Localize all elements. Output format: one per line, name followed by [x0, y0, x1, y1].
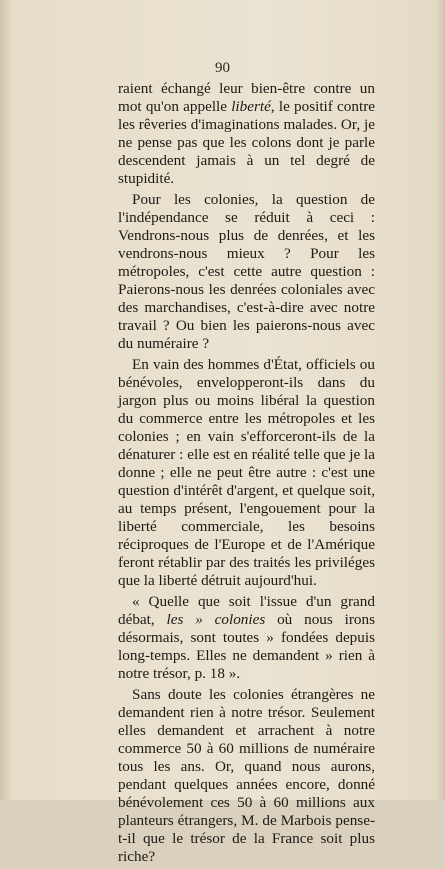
paragraph-5: Sans doute les colonies étrangères ne demandent rien à notre trésor. Seulement elles demandent et arrachent à notre commerce 50 à 60 millions de numéraire tous les ans. Or, quand nous aurons, pendant quelques années encore, donné bénévolement ces 50 à 60 millions aux planteurs étrangers, M. de Marbois pense-t-il que le trésor de la France soit plus riche? — [118, 686, 375, 865]
paragraph-3: En vain des hommes d'État, officiels ou bénévoles, envelopperont-ils dans du jargon plus ou moins libéral la question du commerce entre les métropoles et les colonies ; en vain s'efforceront-ils de la dénaturer : elle est en réalité telle que je la donne ; elle ne peut être autre : c'est une question d'intérêt d'argent, et quelque soit, au temps présent, l'engouement pour la liberté commerciale, les besoins réciproques de l'Europe et de l'Amérique feront rétablir par des traités les priviléges que la liberté détruit aujourd'hui. — [118, 356, 375, 589]
paragraph-2: Pour les colonies, la question de l'indépendance se réduit à ceci : Vendrons-nous plus de denrées, et les vendrons-nous mieux ? Pour les métropoles, c'est cette autre question : Paierons-nous les denrées coloniales avec des marchandises, c'est-à-dire avec notre travail ? Ou bien les paierons-nous avec du numéraire ? — [118, 191, 375, 352]
page-number: 90 — [215, 60, 230, 76]
quotation: « Quelle que soit l'issue d'un grand débat, les » colonies où nous irons désormais, sont toutes » fondées depuis long-temps. Elles ne demandent » rien à notre trésor, p. 18 ». — [118, 593, 375, 682]
page-text — [118, 80, 375, 869]
paragraph-1: raient échangé leur bien-être contre un mot qu'on appelle liberté, le positif contre les rêveries d'imaginations malades. Or, je ne pense pas que les colons dont je parle descendent jamais à un tel degré de stupidité. — [118, 80, 375, 187]
